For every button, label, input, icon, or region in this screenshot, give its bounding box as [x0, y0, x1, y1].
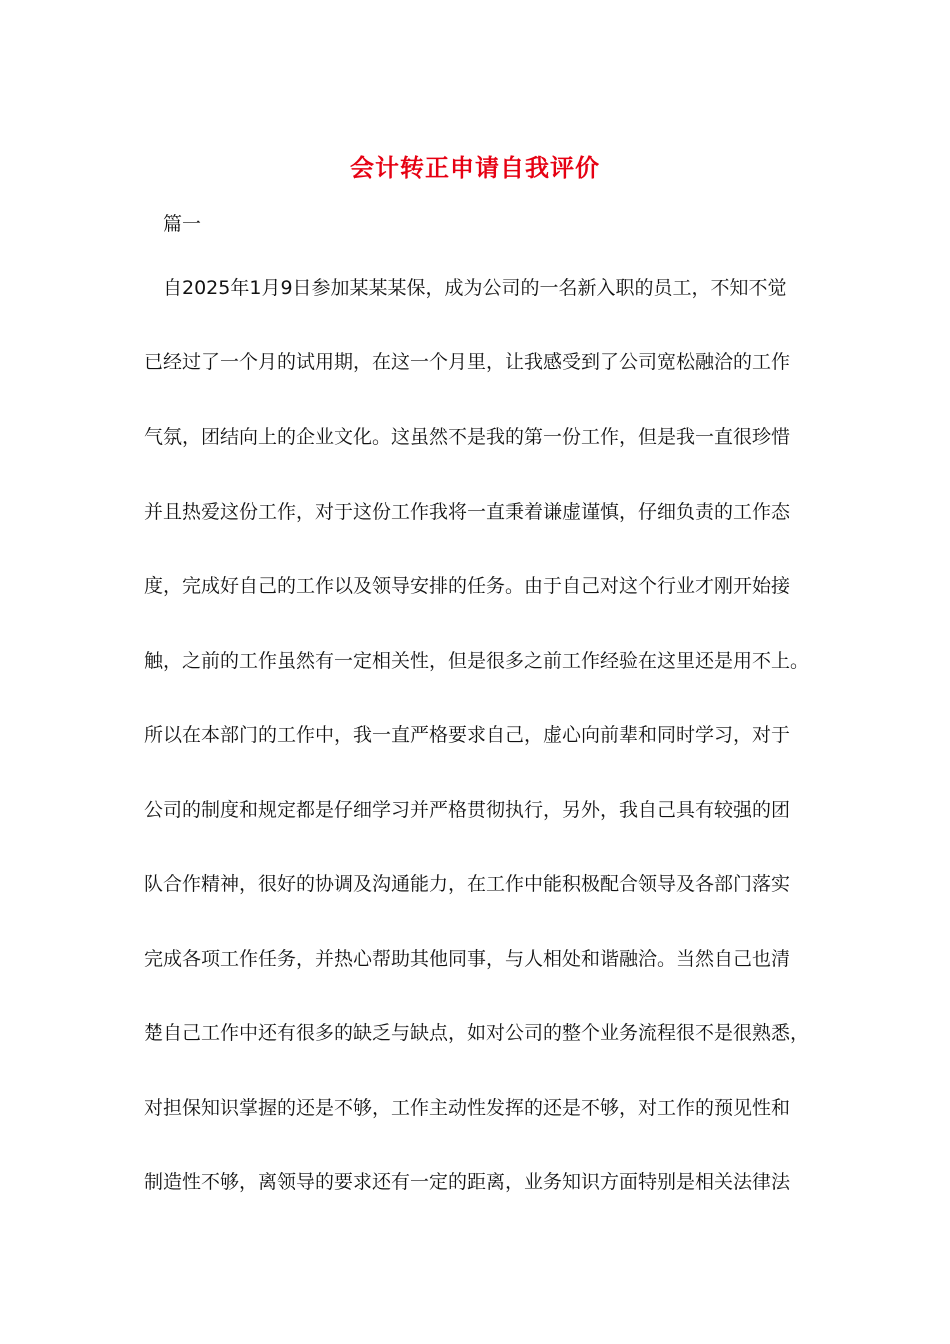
body-line: 触，之前的工作虽然有一定相关性，但是很多之前工作经验在这里还是用不上。 [144, 650, 809, 672]
body-line: 度，完成好自己的工作以及领导安排的任务。由于自己对这个行业才刚开始接 [144, 575, 791, 597]
document-title: 会计转正申请自我评价 [350, 154, 600, 182]
body-line: 对担保知识掌握的还是不够，工作主动性发挥的还是不够，对工作的预见性和 [144, 1097, 791, 1119]
section-label: 篇一 [163, 213, 202, 235]
body-line: 自2025年1月9日参加某某某保，成为公司的一名新入职的员工，不知不觉 [163, 277, 787, 299]
body-line: 已经过了一个月的试用期，在这一个月里，让我感受到了公司宽松融洽的工作 [144, 351, 791, 373]
body-line: 所以在本部门的工作中，我一直严格要求自己，虚心向前辈和同时学习，对于 [144, 724, 791, 746]
body-line: 完成各项工作任务，并热心帮助其他同事，与人相处和谐融洽。当然自己也清 [144, 948, 791, 970]
body-line: 并且热爱这份工作，对于这份工作我将一直秉着谦虚谨慎，仔细负责的工作态 [144, 501, 791, 523]
body-line: 制造性不够，离领导的要求还有一定的距离，业务知识方面特别是相关法律法 [144, 1171, 791, 1193]
body-line: 气氛，团结向上的企业文化。这虽然不是我的第一份工作，但是我一直很珍惜 [144, 426, 791, 448]
body-line: 队合作精神，很好的协调及沟通能力，在工作中能积极配合领导及各部门落实 [144, 873, 791, 895]
body-line: 公司的制度和规定都是仔细学习并严格贯彻执行，另外，我自己具有较强的团 [144, 799, 791, 821]
body-line: 楚自己工作中还有很多的缺乏与缺点，如对公司的整个业务流程很不是很熟悉， [144, 1022, 809, 1044]
